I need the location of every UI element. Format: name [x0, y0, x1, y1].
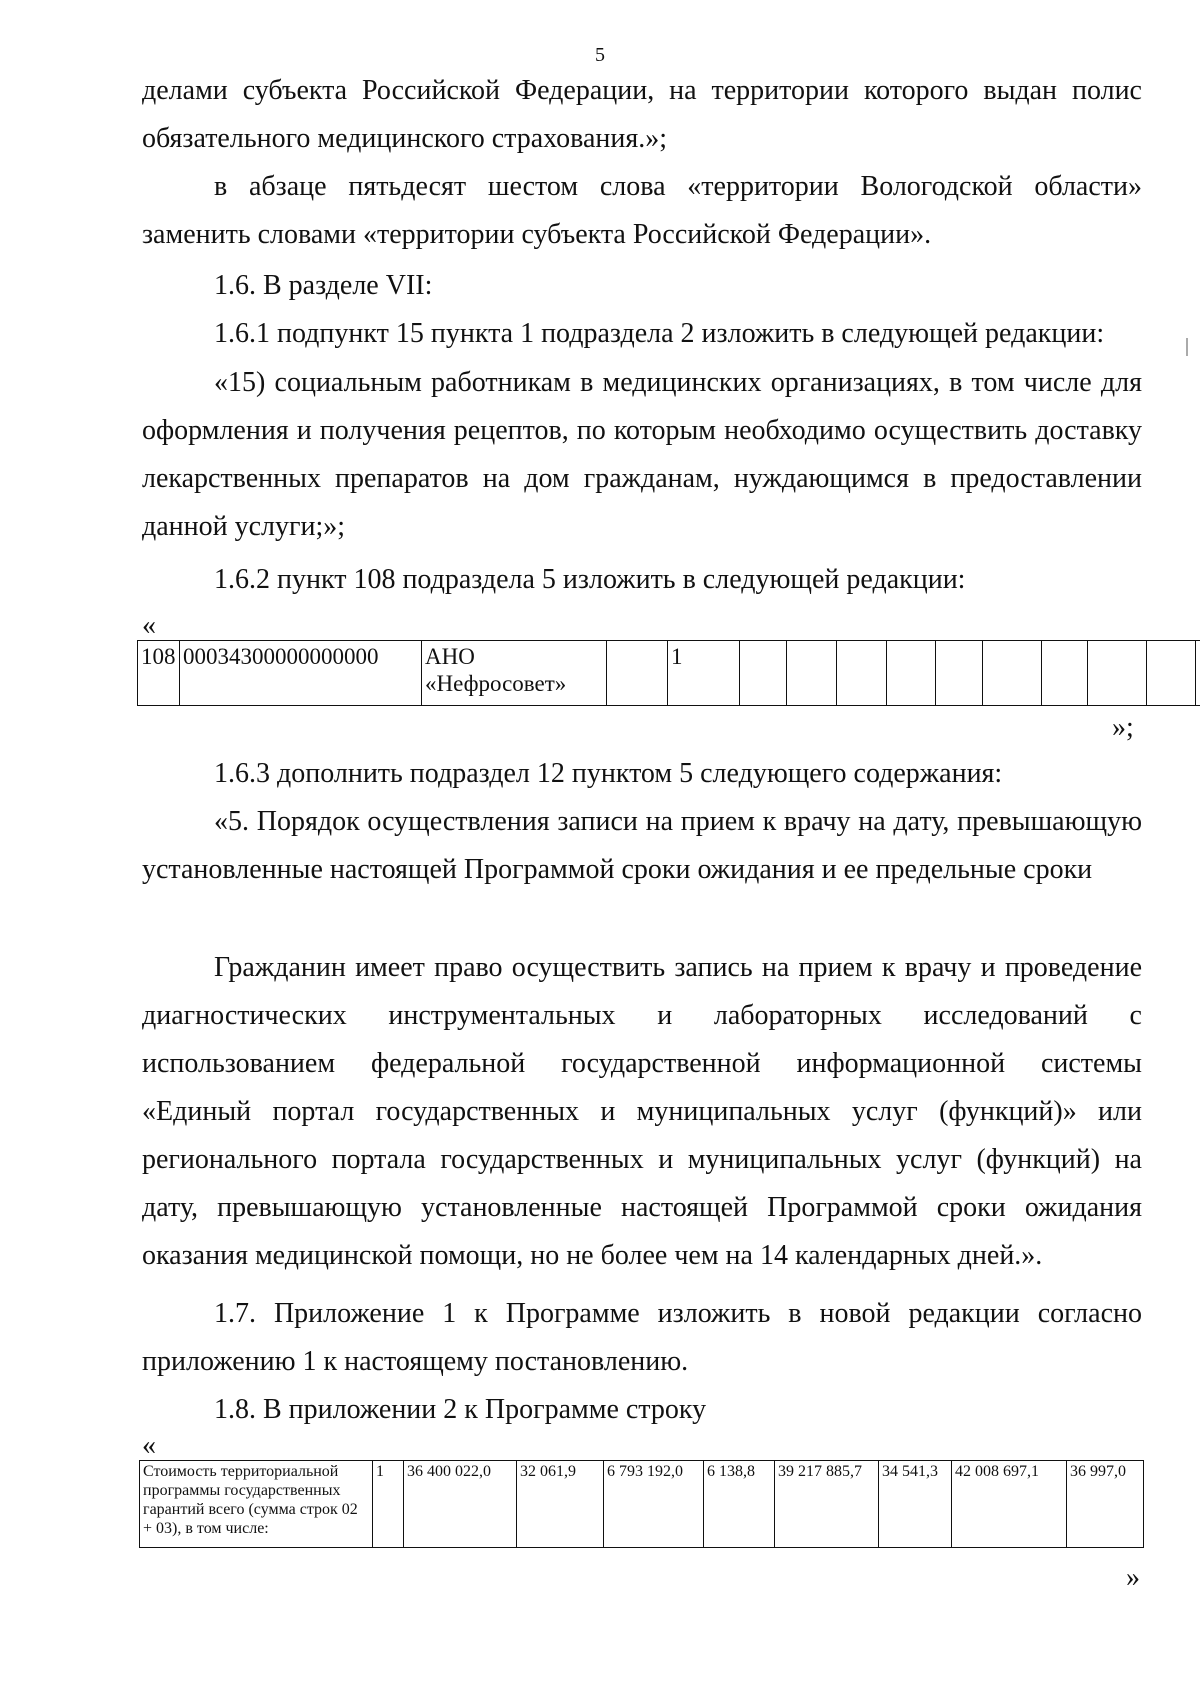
table2-row [140, 1461, 1144, 1548]
table1-cell: АНО «Нефросовет» [422, 641, 607, 706]
table1-cell [787, 641, 837, 706]
table1-cell [1147, 641, 1196, 706]
table2-cell: 6 793 192,0 [604, 1461, 704, 1548]
table1-cell: 1 [668, 641, 740, 706]
table2-cell: 6 138,8 [704, 1461, 775, 1548]
table1-close-quote: »; [1112, 712, 1134, 743]
table2-cell: 36 997,0 [1067, 1461, 1144, 1548]
table-1 [137, 640, 1200, 706]
table-2 [139, 1460, 1144, 1548]
table1-open-quote: « [142, 610, 156, 641]
table1-cell [1196, 641, 1200, 706]
table2-cell: 32 061,9 [517, 1461, 604, 1548]
table1-cell: 00034300000000000 [180, 641, 422, 706]
table2-cell: 1 [373, 1461, 404, 1548]
paragraph-4: 1.6.1 подпункт 15 пункта 1 подраздела 2 изложить в следующей редакции: [214, 318, 1105, 349]
table1-cell [607, 641, 668, 706]
table1-row [138, 641, 1200, 706]
paragraph-1: делами субъекта Российской Федерации, на территории которого выдан полис обязательного медицинского страхования.»; [142, 75, 1142, 154]
table1-cell [1042, 641, 1088, 706]
table1-cell [887, 641, 936, 706]
scan-artifact [1186, 338, 1188, 356]
paragraph-6: 1.6.2 пункт 108 подраздела 5 изложить в следующей редакции: [214, 564, 966, 595]
table2-open-quote: « [142, 1430, 156, 1461]
paragraph-9: Гражданин имеет право осуществить запись на прием к врачу и проведение диагностических инструментальных и лабораторных исследований с использованием федеральной государственной информационной системы «Единый портал государственных и муниципальных услуг (функций)» или регионального портала государственных и муниципальных услуг (функций) на дату, превышающую установленные настоящей Программой сроки ожидания оказания медицинской помощи, но не более чем на 14 календарных дней.». [142, 952, 1142, 1271]
table2-close-quote: » [1126, 1562, 1140, 1593]
table1-cell [983, 641, 1042, 706]
table2-cell: 34 541,3 [879, 1461, 952, 1548]
table1-cell [936, 641, 983, 706]
paragraph-10: 1.7. Приложение 1 к Программе изложить в новой редакции согласно приложению 1 к настоящему постановлению. [142, 1298, 1142, 1377]
paragraph-11: 1.8. В приложении 2 к Программе строку [214, 1394, 707, 1425]
table1-cell [1088, 641, 1147, 706]
table2-cell: 36 400 022,0 [404, 1461, 517, 1548]
paragraph-7: 1.6.3 дополнить подраздел 12 пунктом 5 следующего содержания: [214, 758, 1003, 789]
page-number: 5 [595, 44, 605, 66]
paragraph-3: 1.6. В разделе VII: [214, 270, 433, 301]
table2-cell: Стоимость территориальной программы государственных гарантий всего (сумма строк 02 + 03), в том числе: [140, 1461, 373, 1548]
table2-cell: 42 008 697,1 [952, 1461, 1067, 1548]
table2-cell: 39 217 885,7 [775, 1461, 879, 1548]
paragraph-8: «5. Порядок осуществления записи на прием к врачу на дату, превышающую установленные настоящей Программой сроки ожидания и ее предельные сроки [142, 806, 1142, 885]
paragraph-2: в абзаце пятьдесят шестом слова «территории Вологодской области» заменить словами «территории субъекта Российской Федерации». [142, 171, 1142, 250]
table1-cell: 108 [138, 641, 180, 706]
table1-cell [740, 641, 787, 706]
paragraph-5: «15) социальным работникам в медицинских организациях, в том числе для оформления и получения рецептов, по которым необходимо осуществить доставку лекарственных препаратов на дом гражданам, нуждающимся в предоставлении данной услуги;»; [142, 367, 1142, 542]
table1-cell [837, 641, 887, 706]
